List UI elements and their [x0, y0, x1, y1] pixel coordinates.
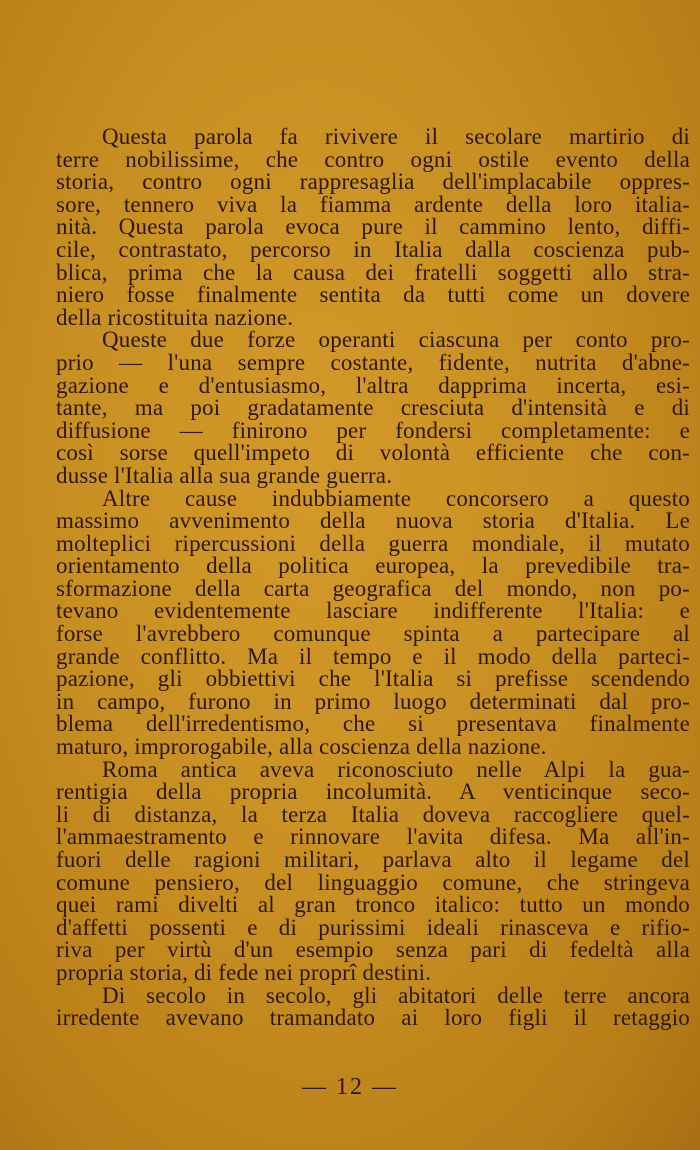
- text-line: tevano evidentemente lasciare indifferente l'Italia: e: [56, 598, 690, 624]
- text-line: dusse l'Italia alla sua grande guerra.: [56, 462, 393, 488]
- text-line: gazione e d'entusiasmo, l'altra dapprima incerta, esi-: [56, 372, 690, 398]
- text-line: massimo avvenimento della nuova storia d'Italia. Le: [56, 508, 690, 534]
- text-line: Questa parola fa rivivere il secolare martirio di: [102, 124, 690, 149]
- text-line: niero fosse finalmente sentita da tutti come un dovere: [56, 282, 690, 308]
- text-line: terre nobilissime, che contro ogni ostile evento della: [56, 146, 690, 172]
- text-line: molteplici ripercussioni della guerra mondiale, il mutato: [56, 530, 690, 556]
- text-line: storia, contro ogni rappresaglia dell'implacabile oppres-: [56, 169, 690, 195]
- text-line: quei rami divelti al gran tronco italico: tutto un mondo: [56, 892, 690, 918]
- text-line: orientamento della politica europea, la prevedibile tra-: [56, 553, 690, 579]
- text-line: Altre cause indubbiamente concorsero a questo: [102, 485, 690, 511]
- text-line: d'affetti possenti e di purissimi ideali rinasceva e rifio-: [56, 914, 690, 940]
- text-line: Di secolo in secolo, gli abitatori delle terre ancora: [102, 982, 690, 1008]
- text-line: blema dell'irredentismo, che si presentava finalmente: [56, 711, 690, 737]
- text-line: della ricostituita nazione.: [56, 304, 294, 330]
- text-line: fuori delle ragioni militari, parlava alto il legame del: [56, 847, 690, 872]
- text-line: Roma antica aveva riconosciuto nelle Alpi la gua-: [102, 756, 690, 782]
- text-line: Queste due forze operanti ciascuna per conto pro-: [102, 327, 690, 353]
- text-line: cile, contrastato, percorso in Italia dalla coscienza pub-: [56, 236, 690, 262]
- text-line: diffusione — finirono per fondersi completamente: e: [56, 417, 690, 443]
- text-line: sformazione della carta geografica del mondo, non po-: [56, 575, 690, 601]
- paragraph: [56, 329, 690, 487]
- text-line: nità. Questa parola evoca pure il cammino lento, diffi-: [56, 214, 690, 240]
- text-line: li di distanza, la terza Italia doveva raccogliere quel-: [56, 801, 690, 827]
- text-line: rentigia della propria incolumità. A venticinque seco-: [56, 779, 690, 805]
- text-line: così sorse quell'impeto di volontà efficiente che con-: [56, 440, 690, 466]
- paragraph: [56, 982, 690, 1031]
- text-line: prio — l'una sempre costante, fidente, nutrita d'abne-: [56, 349, 690, 375]
- text-line: tante, ma poi gradatamente cresciuta d'intensità e di: [56, 395, 690, 421]
- page-number: — 12 —: [302, 1074, 398, 1100]
- text-line: in campo, furono in primo luogo determinati dal pro-: [56, 688, 690, 714]
- paragraph: [56, 126, 690, 329]
- text-line: l'ammaestramento e rinnovare l'avita difesa. Ma all'in-: [56, 824, 690, 850]
- text-line: pazione, gli obbiettivi che l'Italia si prefisse scendendo: [56, 666, 690, 692]
- text-line: maturo, improrogabile, alla coscienza della nazione.: [56, 734, 547, 760]
- text-line: blica, prima che la causa dei fratelli soggetti allo stra-: [56, 259, 690, 285]
- text-line: forse l'avrebbero comunque spinta a partecipare al: [56, 621, 690, 647]
- text-line: sore, tennero viva la fiamma ardente della loro italia-: [56, 191, 690, 217]
- text-line: comune pensiero, del linguaggio comune, che stringeva: [56, 869, 690, 895]
- text-line: propria storia, di fede nei proprî destini.: [56, 959, 432, 985]
- paragraph: [56, 756, 690, 985]
- text-line: grande conflitto. Ma il tempo e il modo della parteci-: [56, 643, 690, 669]
- body-text: [56, 126, 690, 1030]
- paragraph: [56, 485, 690, 760]
- text-line: riva per virtù d'un esempio senza pari di fedeltà alla: [56, 937, 690, 963]
- text-line: irredente avevano tramandato ai loro figli il retaggio: [56, 1005, 690, 1031]
